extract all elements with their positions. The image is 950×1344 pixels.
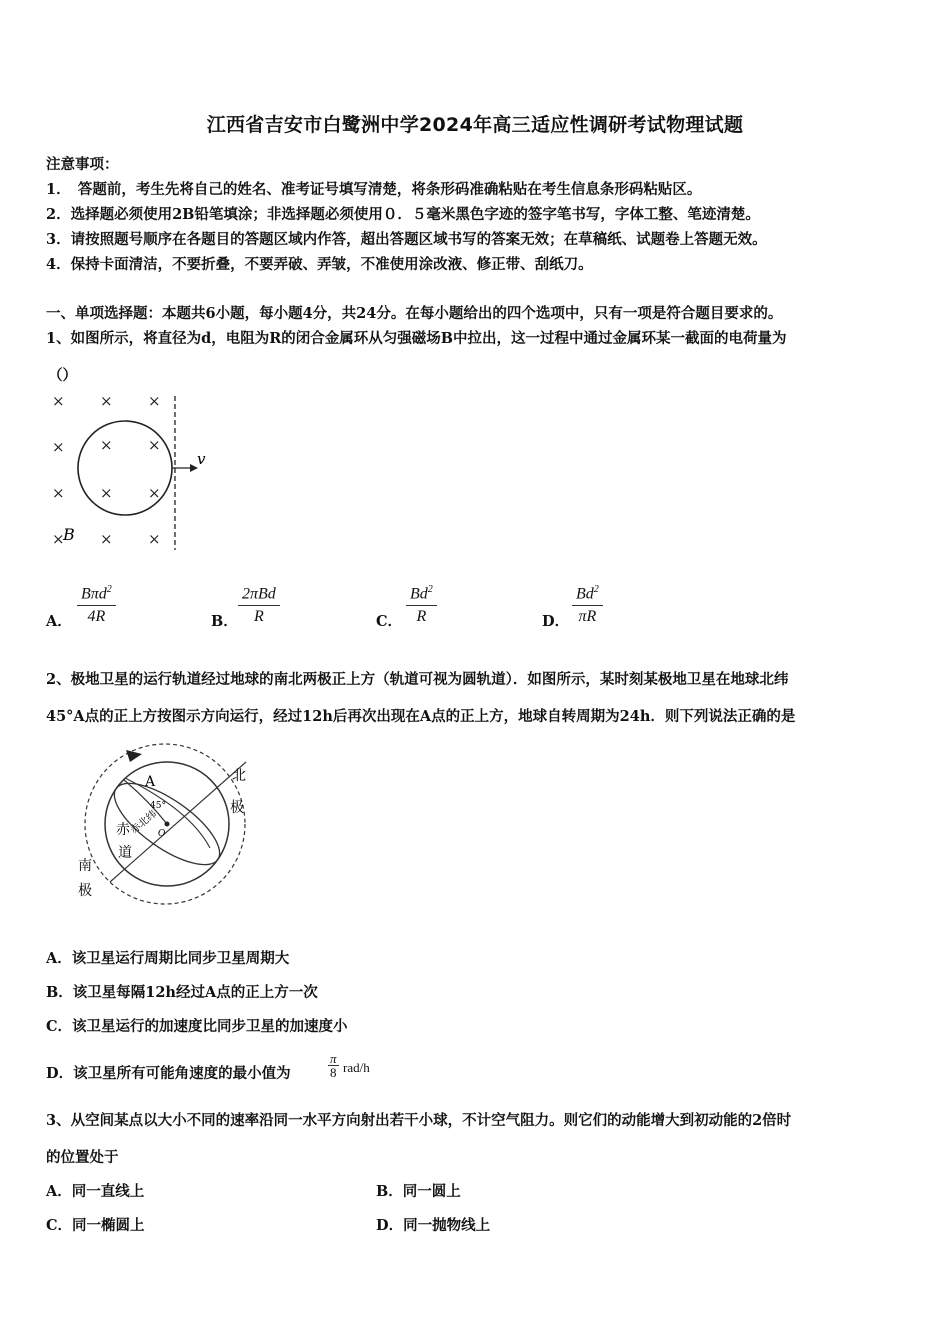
field-cross: × bbox=[100, 392, 113, 410]
q1-option-c-label: C． bbox=[376, 613, 403, 630]
q1-option-b-label: B． bbox=[211, 613, 238, 630]
q2-option-d-fraction: $\frac{\pi}{8}$ bbox=[330, 1051, 337, 1080]
q2-polar-orbit-figure bbox=[70, 740, 260, 910]
field-cross: × bbox=[148, 530, 161, 548]
polar-axis bbox=[110, 762, 246, 882]
north-label-1: 北 bbox=[232, 768, 246, 784]
q2-option-c: C．该卫星运行的加速度比同步卫星的加速度小 bbox=[46, 1018, 348, 1035]
south-label-1: 南 bbox=[78, 858, 92, 874]
field-cross: × bbox=[100, 530, 113, 548]
field-cross: × bbox=[100, 484, 113, 502]
q1-option-b-value: 2πBd R bbox=[238, 584, 280, 626]
latitude-label: 赤北纬 bbox=[128, 808, 159, 837]
point-a-label: A bbox=[145, 774, 156, 790]
q2-option-d: D．该卫星所有可能角速度的最小值为 bbox=[46, 1065, 291, 1082]
notice-heading: 注意事项： bbox=[46, 156, 119, 173]
center-label: O bbox=[158, 829, 166, 839]
q1-magnetic-field-figure bbox=[40, 388, 220, 553]
notice-item-3: 3．请按照题号顺序在各题目的答题区域内作答，超出答题区域书写的答案无效；在草稿纸、试题卷上答题无效。 bbox=[46, 231, 767, 248]
field-label: B bbox=[63, 525, 75, 544]
angle-label: 45° bbox=[150, 801, 166, 811]
q2-option-d-unit: rad/h bbox=[343, 1060, 370, 1075]
field-cross: × bbox=[148, 484, 161, 502]
q3-option-a: A．同一直线上 bbox=[46, 1183, 145, 1200]
equator-label-2: 道 bbox=[118, 845, 132, 861]
field-cross: × bbox=[52, 484, 65, 502]
notice-item-4: 4．保持卡面清洁，不要折叠，不要弄破、弄皱，不准使用涂改液、修正带、刮纸刀。 bbox=[46, 256, 593, 273]
earth-center bbox=[165, 822, 170, 827]
field-cross: × bbox=[52, 438, 65, 456]
notice-item-2: 2．选择题必须使用2B铅笔填涂；非选择题必须使用０．５毫米黑色字迹的签字笔书写，字体工整、笔迹清楚。 bbox=[46, 206, 760, 223]
q1-option-d-label: D． bbox=[542, 613, 570, 630]
q3-option-b: B．同一圆上 bbox=[376, 1183, 461, 1200]
q2-stem-line2: 45°A点的正上方按图示方向运行，经过12h后再次出现在A点的正上方，地球自转周期为24h．则下列说法正确的是 bbox=[46, 708, 796, 725]
section-heading: 一、单项选择题：本题共6小题，每小题4分，共24分。在每小题给出的四个选项中，只有一项是符合题目要求的。 bbox=[46, 305, 783, 322]
field-cross: × bbox=[52, 392, 65, 410]
equator-label-1: 赤 bbox=[116, 822, 130, 838]
satellite-direction-arrow bbox=[126, 750, 142, 762]
velocity-label: v bbox=[197, 450, 206, 468]
q1-stem-line2: （） bbox=[48, 367, 77, 384]
q2-option-a: A．该卫星运行周期比同步卫星周期大 bbox=[46, 950, 290, 967]
north-label-2: 极 bbox=[230, 800, 244, 816]
q1-option-a-label: A． bbox=[46, 613, 72, 630]
q3-option-d: D．同一抛物线上 bbox=[376, 1217, 491, 1234]
q1-stem-line1: 1、如图所示，将直径为d，电阻为R的闭合金属环从匀强磁场B中拉出，这一过程中通过金属环某一截面的电荷量为 bbox=[46, 330, 787, 347]
q1-option-c-value: $\frac{Bd^2}{R}$ bbox=[406, 584, 437, 626]
field-cross: × bbox=[100, 436, 113, 454]
q3-stem-line1: 3、从空间某点以大小不同的速率沿同一水平方向射出若干小球，不计空气阻力。则它们的动能增大到初动能的2倍时 bbox=[46, 1112, 792, 1129]
q3-option-c: C．同一椭圆上 bbox=[46, 1217, 145, 1234]
q1-option-a-value: Bπd$^2$ 4R bbox=[77, 584, 116, 626]
notice-item-1: 1． 答题前，考生先将自己的姓名、准考证号填写清楚，将条形码准确粘贴在考生信息条形码粘贴区。 bbox=[46, 181, 702, 198]
field-cross: × bbox=[148, 436, 161, 454]
q2-option-b: B．该卫星每隔12h经过A点的正上方一次 bbox=[46, 984, 318, 1001]
page-title: 江西省吉安市白鹭洲中学2024年高三适应性调研考试物理试题 bbox=[206, 114, 744, 136]
metal-ring bbox=[78, 421, 172, 515]
meridian-line bbox=[125, 778, 210, 848]
south-label-2: 极 bbox=[78, 883, 92, 899]
q1-option-d-value: $\frac{Bd^2}{\pi R}$ bbox=[572, 584, 603, 626]
q2-stem-line1: 2、极地卫星的运行轨道经过地球的南北两极正上方（轨道可视为圆轨道）．如图所示，某时刻某极地卫星在地球北纬 bbox=[46, 671, 789, 688]
field-cross: × bbox=[52, 530, 65, 548]
field-cross: × bbox=[148, 392, 161, 410]
q3-stem-line2: 的位置处于 bbox=[46, 1149, 119, 1166]
